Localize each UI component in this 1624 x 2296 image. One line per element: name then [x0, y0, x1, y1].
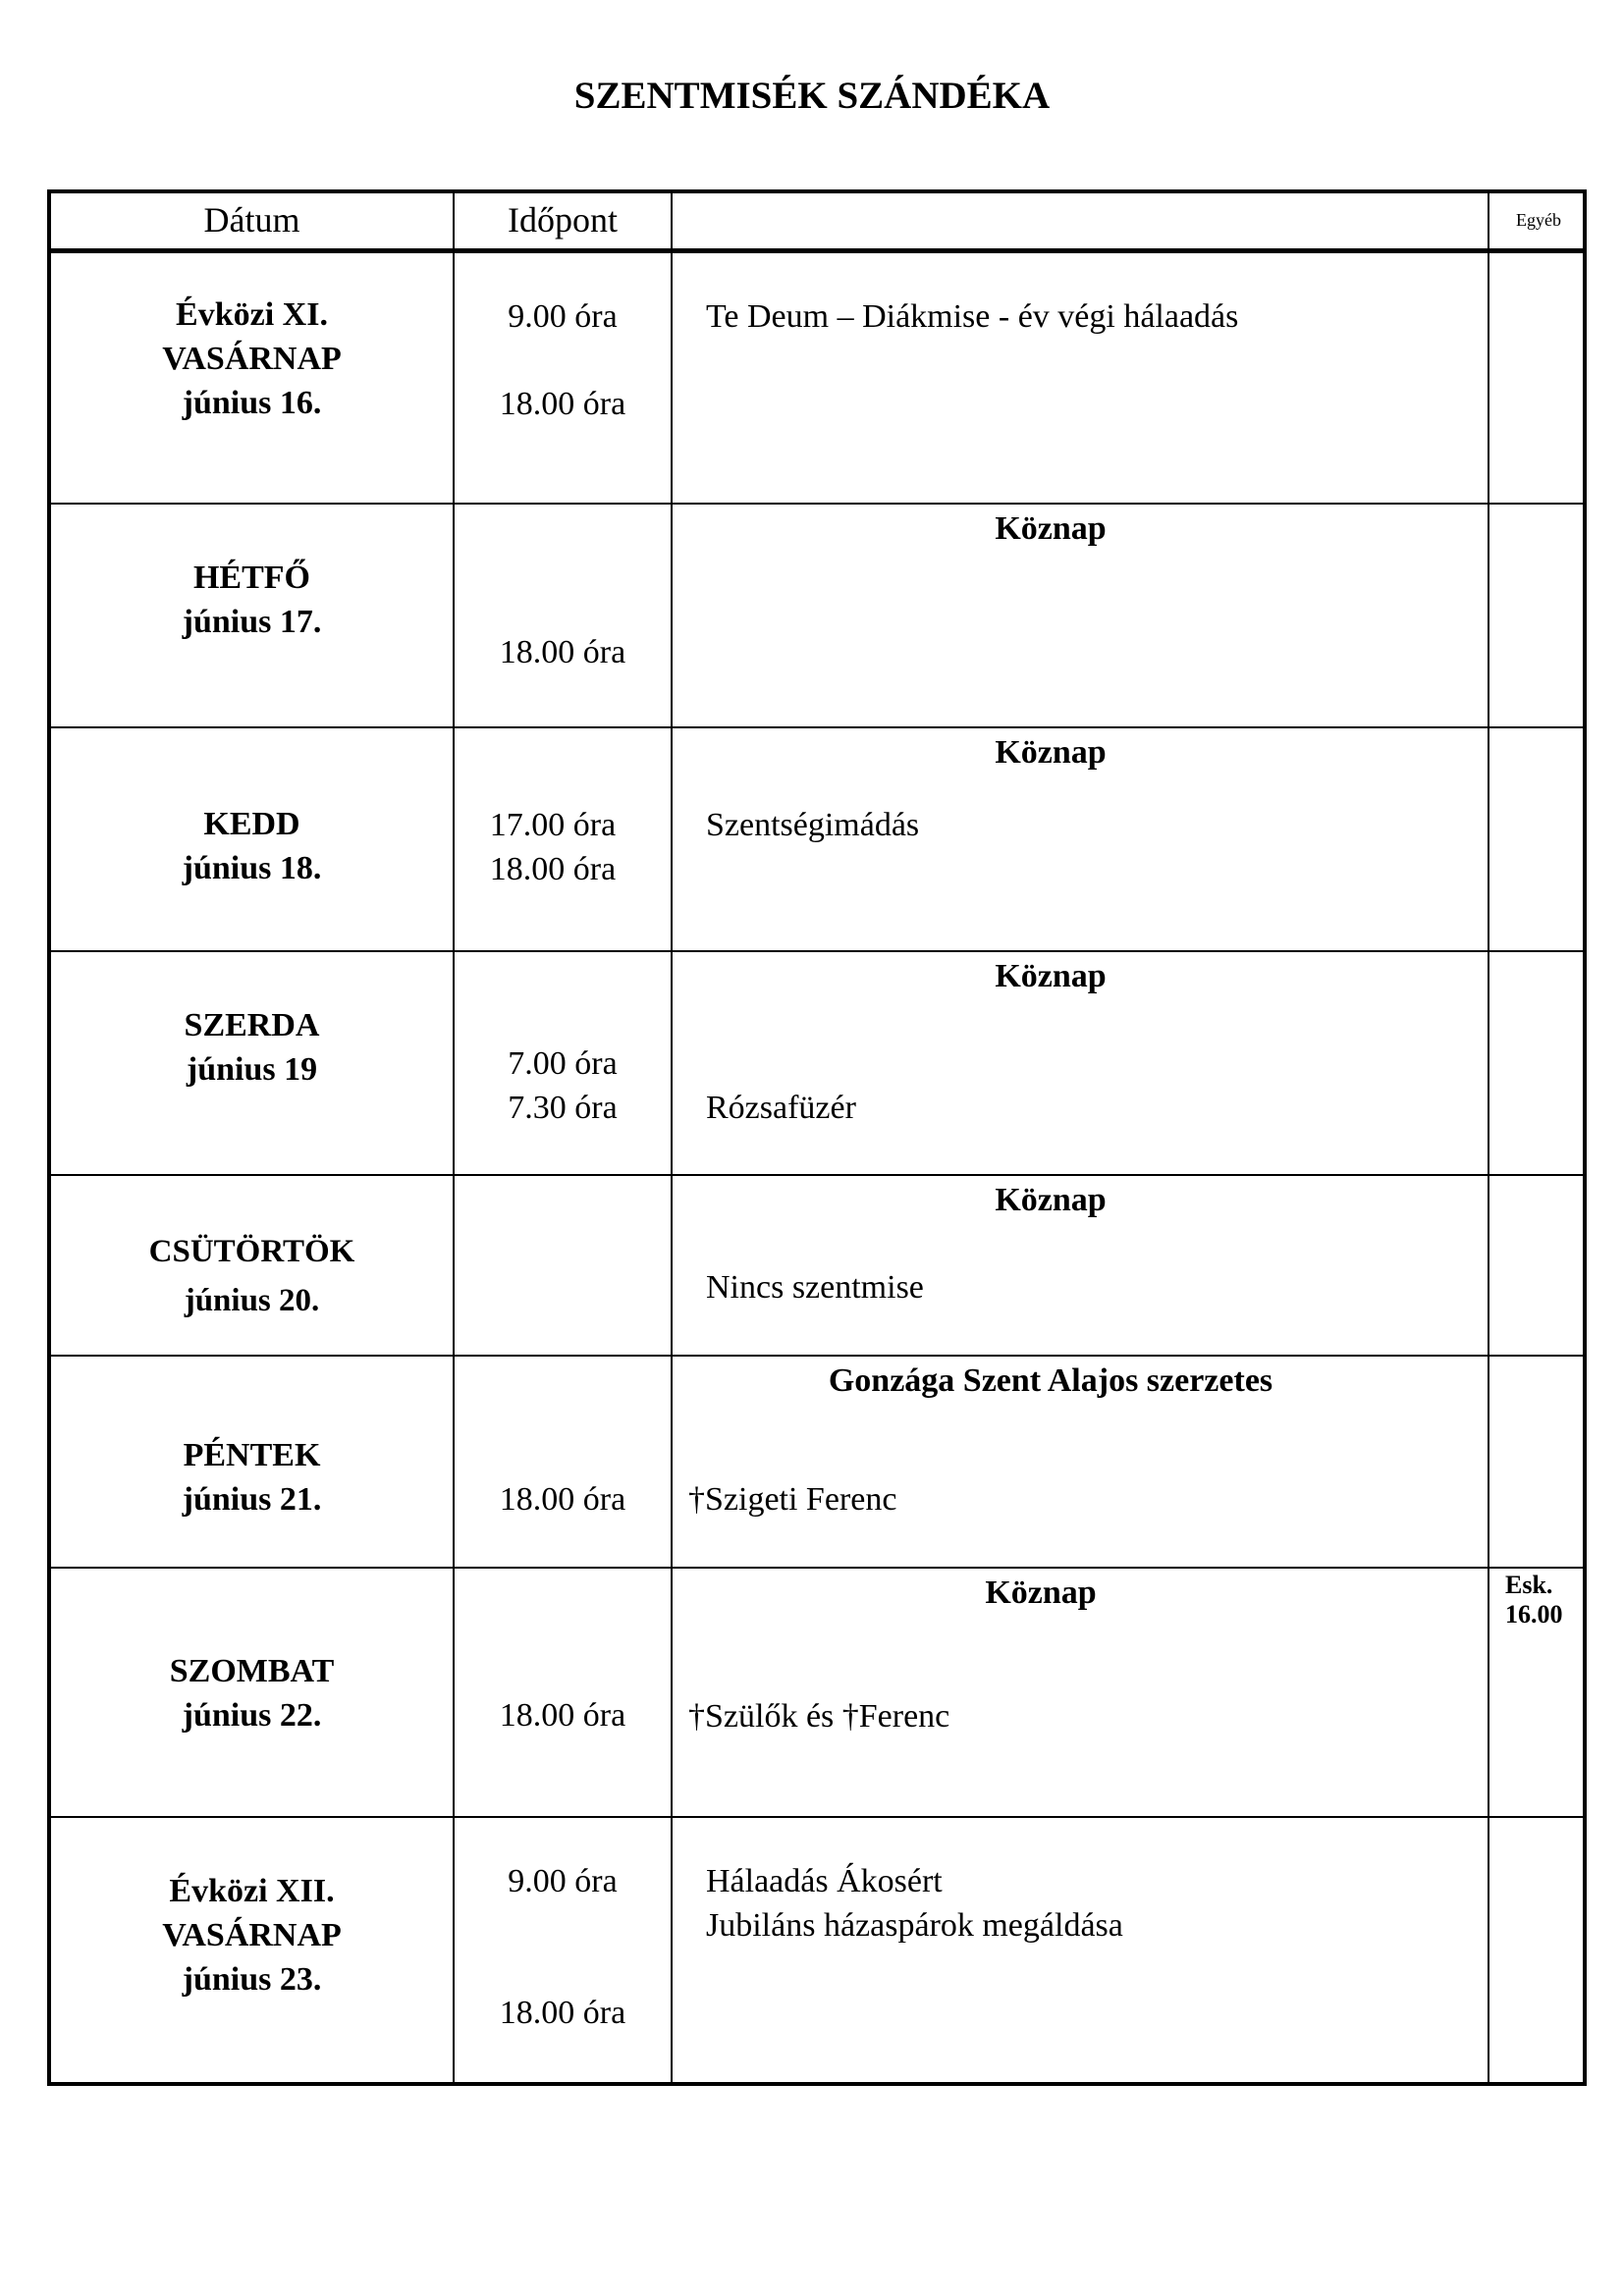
table-header-row	[49, 191, 1585, 250]
time-label: 18.00 óra	[499, 385, 626, 422]
intention-text: Nincs szentmise	[706, 1269, 924, 1306]
intention-text: Rózsafüzér	[706, 1090, 856, 1126]
table-row	[49, 1356, 1585, 1568]
time-label: 7.30 óra	[508, 1090, 618, 1126]
mass-schedule-table	[47, 189, 1587, 2086]
feast-label: Köznap	[995, 958, 1107, 994]
table-row	[49, 1175, 1585, 1356]
day-label: HÉTFŐ június 17.	[182, 560, 322, 640]
day-label: Évközi XI. VASÁRNAP június 16.	[162, 295, 342, 421]
time-label: 9.00 óra	[508, 1863, 618, 1899]
header-idopont: Időpont	[454, 191, 672, 250]
intention-text: †Szigeti Ferenc	[688, 1481, 897, 1518]
time-label: 17.00 óra	[489, 807, 617, 843]
day-label: PÉNTEK június 21.	[182, 1437, 322, 1518]
time-label: 7.00 óra	[508, 1045, 618, 1082]
table-row	[49, 1817, 1585, 2084]
wedding-note: Esk. 16.00	[1505, 1571, 1563, 1629]
intention-text: Te Deum – Diákmise - év végi hálaadás	[706, 297, 1239, 335]
time-label: 18.00 óra	[499, 634, 626, 670]
time-label: 18.00 óra	[499, 1697, 626, 1734]
other-cell	[1489, 1356, 1585, 1568]
other-cell	[1489, 1817, 1585, 2084]
table-row	[49, 1568, 1585, 1817]
intention-text: Jubiláns házaspárok megáldása	[706, 1907, 1123, 1944]
header-szandek	[672, 191, 1489, 250]
table-row	[49, 951, 1585, 1175]
day-label: KEDD június 18.	[182, 806, 322, 886]
table-row	[49, 504, 1585, 727]
table-row	[49, 727, 1585, 951]
feast-label: Gonzága Szent Alajos szerzetes	[828, 1362, 1273, 1399]
day-label: Évközi XII. VASÁRNAP június 23.	[162, 1873, 342, 1998]
intention-text: Szentségimádás	[706, 807, 920, 843]
other-cell	[1489, 1175, 1585, 1356]
day-label: SZOMBAT június 22.	[169, 1653, 335, 1734]
feast-label: Köznap	[995, 510, 1107, 547]
other-cell	[1489, 250, 1585, 504]
other-cell	[1489, 504, 1585, 727]
time-label: 18.00 óra	[499, 1995, 626, 2031]
header-datum: Dátum	[49, 191, 454, 250]
feast-label: Köznap	[985, 1575, 1097, 1611]
other-cell	[1489, 951, 1585, 1175]
intention-text: †Szülők és †Ferenc	[688, 1698, 950, 1735]
time-label: 9.00 óra	[508, 297, 618, 335]
day-label: CSÜTÖRTÖK június 20.	[148, 1234, 355, 1318]
time-label: 18.00 óra	[499, 1481, 626, 1518]
time-label: 18.00 óra	[489, 851, 617, 887]
table-row	[49, 250, 1585, 504]
page-title: SZENTMISÉK SZÁNDÉKA	[573, 75, 1051, 117]
day-label: SZERDA június 19	[184, 1007, 320, 1088]
other-cell	[1489, 727, 1585, 951]
header-egyeb: Egyéb	[1489, 191, 1585, 250]
feast-label: Köznap	[995, 734, 1107, 771]
feast-label: Köznap	[995, 1182, 1107, 1218]
intention-text: Hálaadás Ákosért	[706, 1863, 943, 1899]
time-cell-empty	[454, 1175, 672, 1356]
